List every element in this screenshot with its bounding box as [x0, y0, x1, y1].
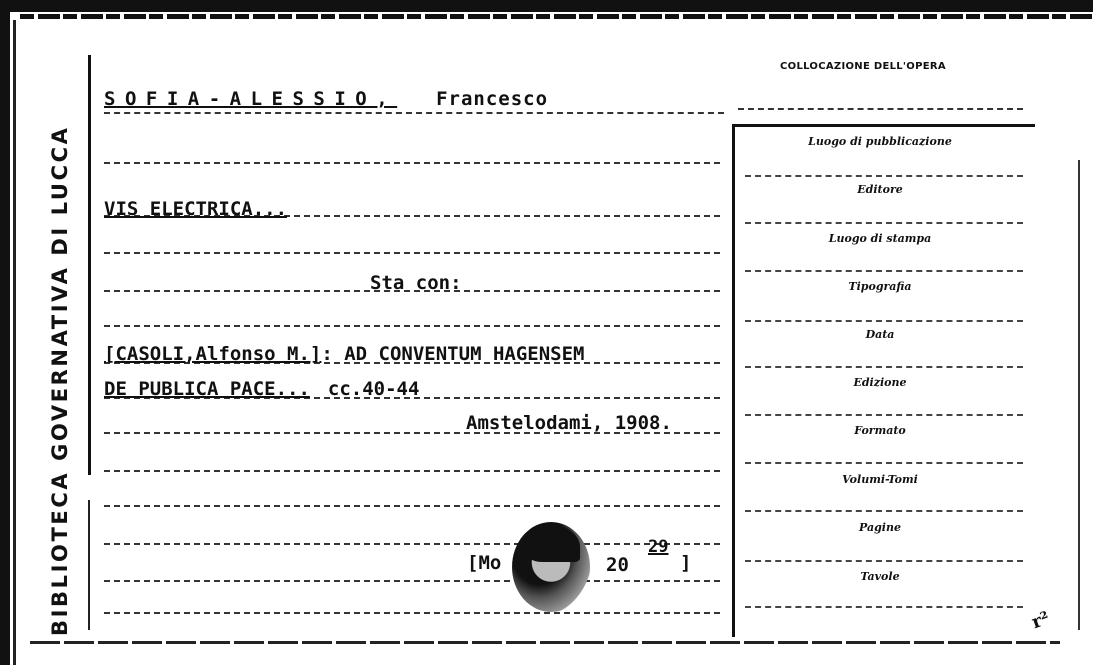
scan-edge-left-inner: [13, 20, 16, 665]
scan-edge-top-inner: [20, 14, 1093, 19]
field-formato: Formato: [854, 424, 906, 437]
collocation-line: [738, 108, 1023, 110]
title: VIS ELECTRICA...: [104, 198, 288, 220]
author-name: Francesco: [436, 88, 549, 110]
field-rule: [745, 270, 1023, 272]
field-rule: [745, 222, 1023, 224]
with-label: Sta con:: [370, 272, 462, 294]
field-rule: [745, 606, 1023, 608]
collocation-header: COLLOCAZIONE DELL'OPERA: [780, 61, 946, 72]
shelf-mark-open: [Mo: [467, 552, 502, 574]
field-luogo-pubblicazione: Luogo di pubblicazione: [808, 135, 952, 148]
related-line-2: [104, 378, 419, 400]
author-line: [104, 88, 548, 110]
scan-edge-left: [0, 0, 10, 665]
scan-edge-top: [0, 0, 1093, 12]
field-data: Data: [865, 328, 895, 341]
field-rule: [745, 320, 1023, 322]
shelf-mark-number: 20: [606, 554, 629, 576]
related-author: [CASOLI,Alfonso M.]: [104, 343, 322, 365]
related-line-1: [104, 343, 584, 365]
left-margin-rule: [88, 55, 91, 475]
field-rule: [745, 414, 1023, 416]
ruled-line: [104, 543, 720, 545]
field-rule: [745, 510, 1023, 512]
ruled-line: [104, 112, 724, 114]
ruled-line: [104, 505, 720, 507]
left-margin-rule-lower: [88, 500, 90, 630]
ruled-line: [104, 162, 720, 164]
field-rule: [745, 366, 1023, 368]
ruled-line: [104, 580, 720, 582]
field-edizione: Edizione: [853, 376, 907, 389]
field-editore: Editore: [857, 183, 903, 196]
ruled-line: [104, 470, 720, 472]
field-tavole: Tavole: [860, 570, 900, 583]
field-rule: [745, 462, 1023, 464]
scan-edge-bottom: [30, 641, 1060, 644]
related-title-2: DE PUBLICA PACE...: [104, 378, 310, 400]
field-rule: [745, 175, 1023, 177]
ruled-line: [104, 612, 720, 614]
ruled-line: [104, 325, 720, 327]
scan-edge-right: [1078, 160, 1080, 630]
imprint: Amstelodami, 1908.: [466, 412, 672, 434]
related-title-1: AD CONVENTUM HAGENSEM: [344, 343, 585, 365]
field-tipografia: Tipografia: [848, 280, 912, 293]
field-rule: [745, 560, 1023, 562]
shelf-mark-close: ]: [680, 552, 692, 574]
related-separator: :: [321, 343, 345, 365]
library-name: BIBLIOTECA GOVERNATIVA DI LUCCA: [48, 125, 72, 636]
handwritten-mark: r²: [1028, 607, 1053, 634]
related-pages: cc.40-44: [327, 378, 420, 400]
field-pagine: Pagine: [859, 521, 901, 534]
author-surname: SOFIA-ALESSIO,: [104, 88, 398, 110]
field-volumi-tomi: Volumi-Tomi: [842, 473, 918, 486]
ruled-line: [104, 252, 720, 254]
field-luogo-stampa: Luogo di stampa: [828, 232, 932, 245]
shelf-mark-sup: 29: [648, 537, 669, 557]
